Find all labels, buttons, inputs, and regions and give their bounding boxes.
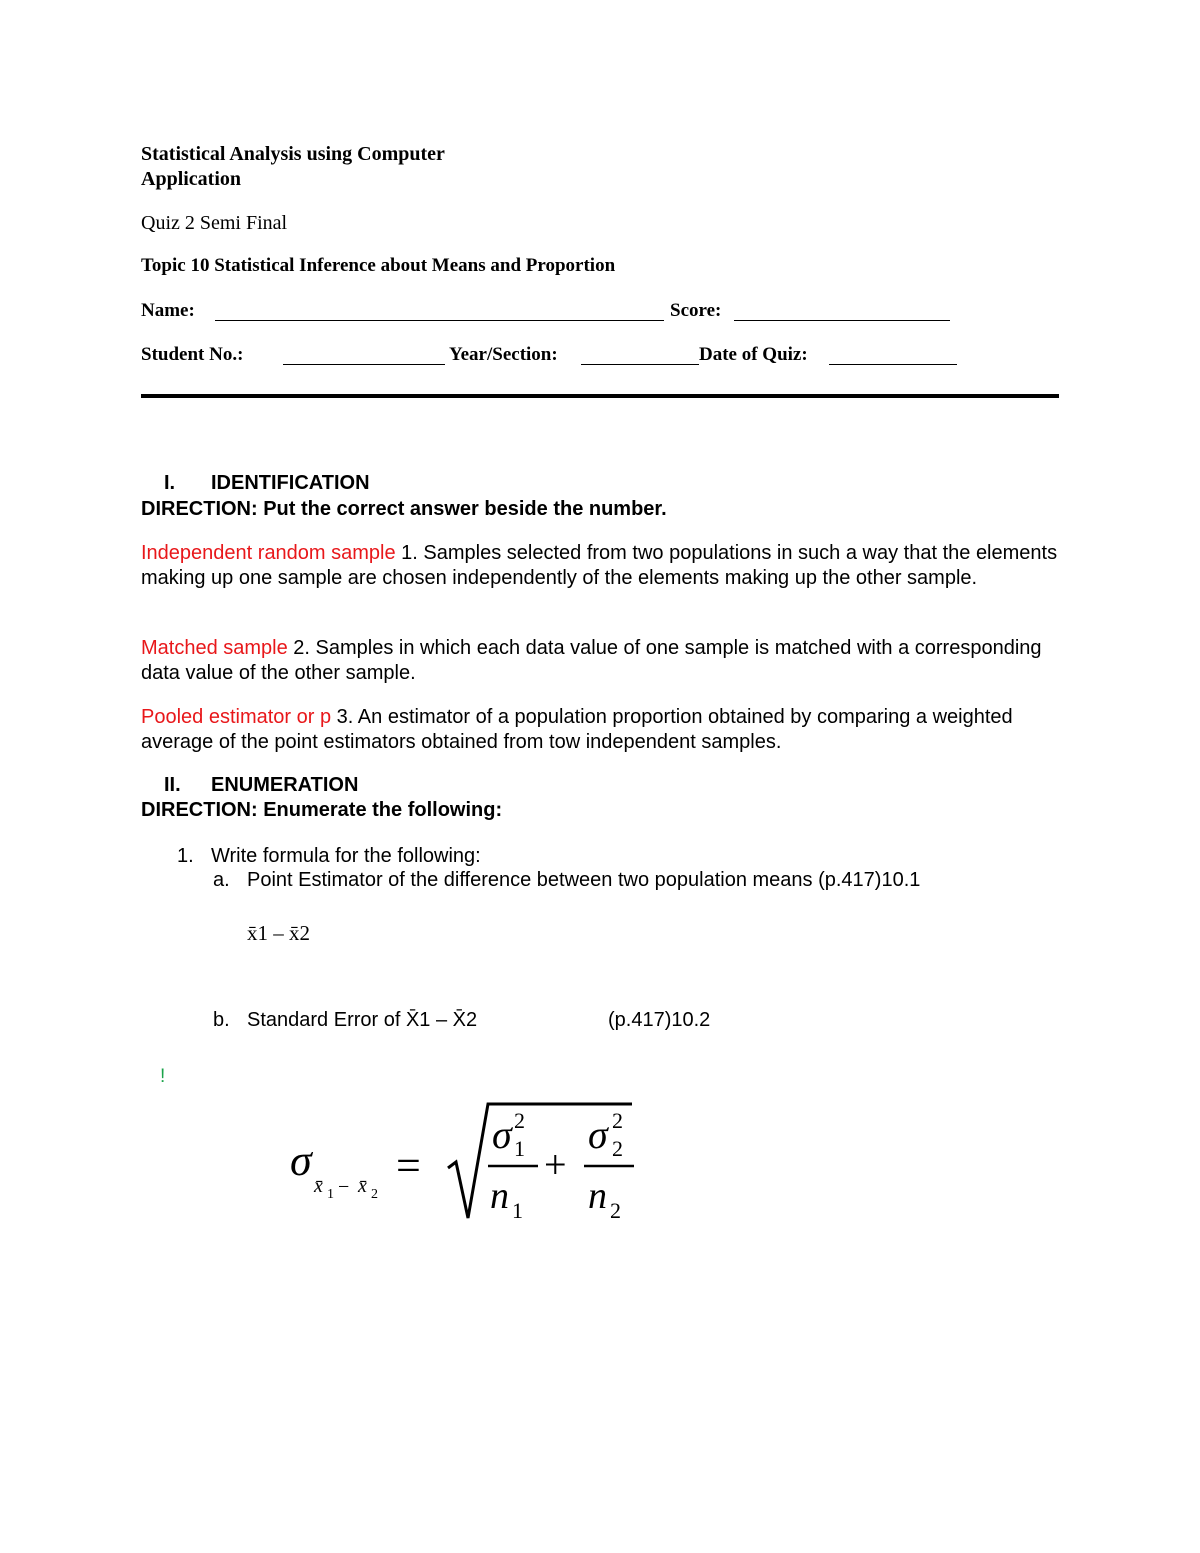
formula-sub-x2: x̄: [358, 1175, 367, 1197]
formula-num1-sigma: σ: [492, 1112, 512, 1157]
enum-item-b-text: Standard Error of X̄1 – X̄2: [247, 1009, 478, 1031]
document-title-line2: Application: [141, 168, 242, 190]
formula-equals: =: [396, 1141, 421, 1190]
formula-sub-x2-index: 2: [371, 1187, 378, 1202]
identification-item-1: [141, 541, 1061, 591]
enum-item-a-letter: a.: [213, 869, 230, 891]
formula-sub-x1: x̄: [314, 1175, 323, 1197]
enum-item-1-number: 1.: [177, 845, 194, 867]
section1-direction: DIRECTION: Put the correct answer beside the number.: [141, 498, 667, 520]
answer-3: Pooled estimator or p: [141, 706, 332, 728]
formula-num1-sup: 2: [514, 1108, 525, 1133]
section1-heading: IDENTIFICATION: [211, 472, 370, 494]
formula-sub-x1-index: 1: [327, 1187, 334, 1202]
answer-1: Independent random sample: [141, 542, 396, 564]
formula-den2-n: n: [588, 1175, 607, 1217]
formula-num2-sigma: σ: [588, 1112, 608, 1157]
formula-den1-n: n: [490, 1175, 509, 1217]
section1-number: I.: [164, 472, 176, 494]
formula-num2-sup: 2: [612, 1108, 623, 1133]
question-2: 2. Samples in which each data value of one sample is matched with a corresponding data value of the other sample.: [141, 637, 1042, 684]
enum-item-a-text: Point Estimator of the difference between two population means (p.417)10.1: [247, 869, 921, 891]
date-label: Date of Quiz:: [699, 344, 808, 365]
date-blank[interactable]: [829, 345, 957, 365]
identification-item-2: [141, 636, 1061, 686]
year-section-label: Year/Section:: [449, 344, 558, 365]
formula-den1-sub: 1: [512, 1198, 523, 1223]
formula-den2-sub: 2: [610, 1198, 621, 1223]
year-section-blank[interactable]: [581, 345, 699, 365]
formula-sigma: σ: [290, 1136, 312, 1185]
student-no-blank[interactable]: [283, 345, 445, 365]
section2-number: II.: [164, 774, 181, 796]
quiz-label: Quiz 2 Semi Final: [141, 212, 288, 234]
document-title-line1: Statistical Analysis using Computer: [141, 143, 445, 165]
formula-plus: +: [544, 1142, 567, 1187]
question-3: 3. An estimator of a population proportion obtained by comparing a weighted average of the point estimators obtained from tow independent samples.: [141, 706, 1013, 753]
student-no-label: Student No.:: [141, 344, 244, 365]
name-label: Name:: [141, 300, 195, 321]
section2-heading: ENUMERATION: [211, 774, 359, 796]
score-label: Score:: [670, 300, 722, 321]
enum-item-b-reference: (p.417)10.2: [608, 1009, 711, 1031]
formula-sub-minus: −: [338, 1176, 350, 1198]
answer-2: Matched sample: [141, 637, 288, 659]
topic-label: Topic 10 Statistical Inference about Means and Proportion: [141, 255, 616, 276]
enum-item-a-answer: x̄1 – x̄2: [247, 921, 310, 945]
enum-item-1-text: Write formula for the following:: [211, 845, 481, 867]
name-blank[interactable]: [215, 301, 664, 321]
formula-num1-sub: 1: [514, 1136, 525, 1161]
standard-error-formula: [270, 1090, 650, 1240]
exclamation-mark: !: [160, 1066, 166, 1087]
formula-num2-sub: 2: [612, 1136, 623, 1161]
enum-item-b-letter: b.: [213, 1009, 230, 1031]
identification-item-3: [141, 705, 1021, 755]
question-1: 1. Samples selected from two populations in such a way that the elements making up one sample are chosen independently of the elements making up the other sample.: [141, 542, 1058, 589]
score-blank[interactable]: [734, 301, 950, 321]
section2-direction: DIRECTION: Enumerate the following:: [141, 799, 503, 821]
header-divider: [141, 394, 1059, 398]
